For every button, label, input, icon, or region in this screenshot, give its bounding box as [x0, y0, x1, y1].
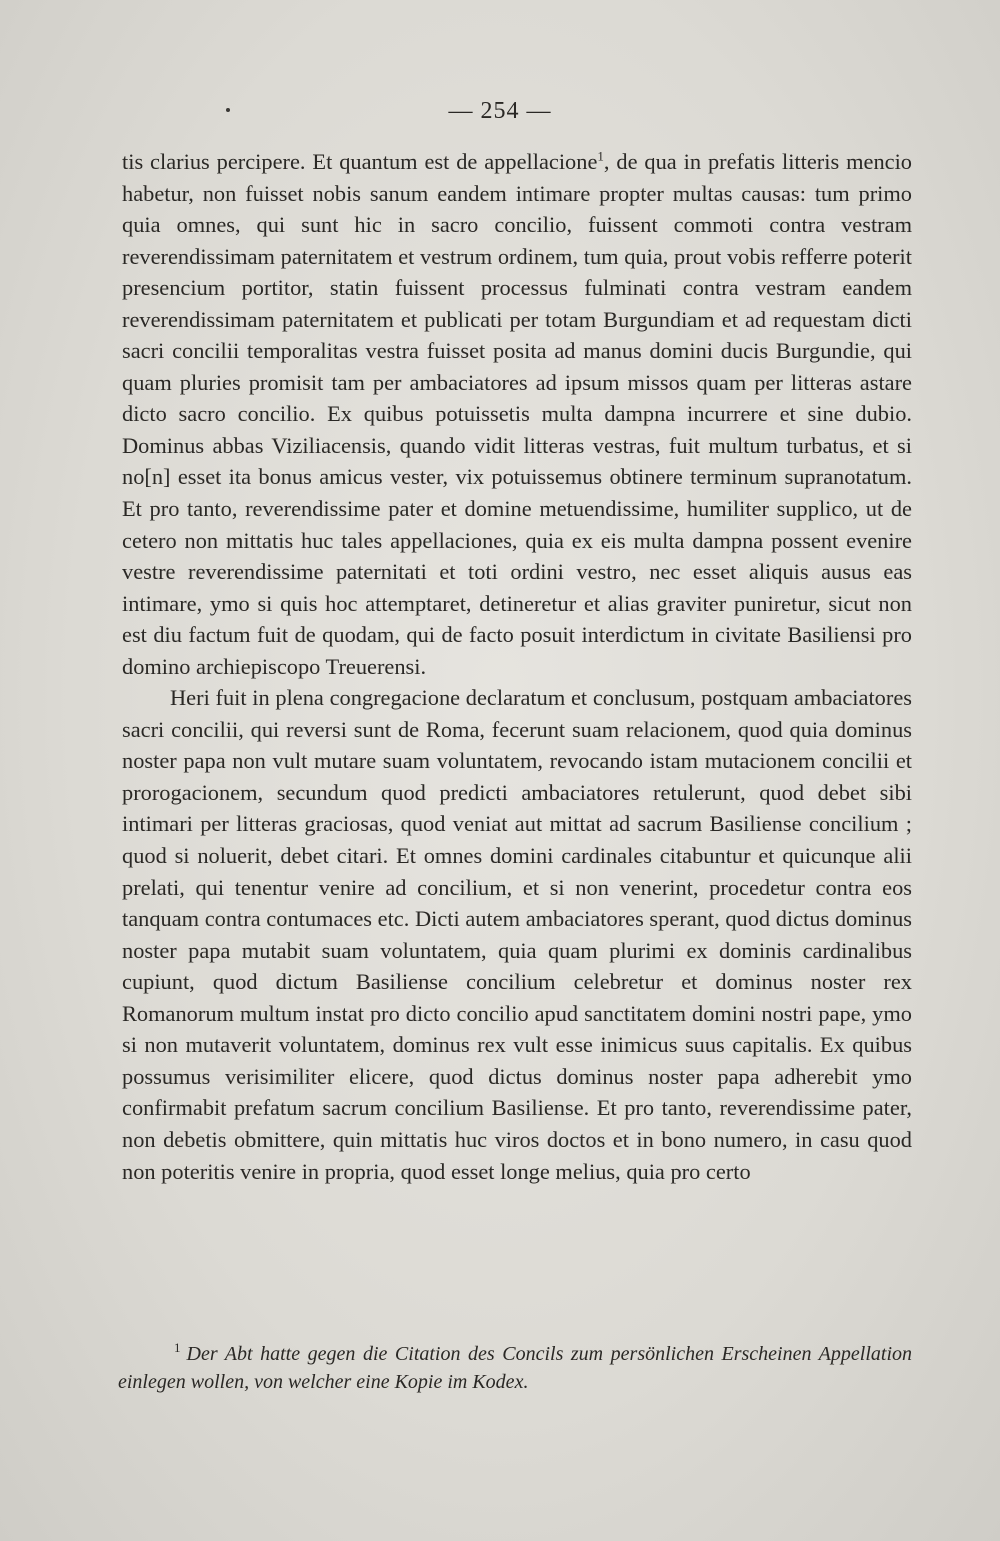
- paragraph-1-text-b: , de qua in prefatis litteris mencio habetur, non fuisset nobis sanum eandem intimare propter multas causas: tum primo quia omnes, qui sunt hic in sacro concilio, fuissent commoti contra vestram reverendissimam paternitatem et vestrum ordinem, tum quia, prout vobis refferre poterit presencium portitor, statin fuissent processus fulminati contra vestram eandem reverendissimam paternitatem et publicati per totam Burgundiam et ad requestam dicti sacri concilii temporalitas vestra fuisset posita ad manus domini ducis Burgundie, qui quam pluries promisit tam per ambaciatores ad ipsum missos quam per litteras astare dicto sacro concilio. Ex quibus potuissetis multa dampna incurrere et sine dubio. Dominus abbas Viziliacensis, quando vidit litteras vestras, fuit multum turbatus, et si no[n] esset ita bonus amicus vester, vix potuissemus obtinere terminum supranotatum. Et pro tanto, reverendissime pater et domine metuendissime, humiliter supplico, ut de cetero non mittatis huc tales appellaciones, quia ex eis multa dampna possent evenire vestre reverendissime paternitati et toti ordini vestro, nec esset aliquis ausus eas intimare, ymo si quis hoc attemptaret, detineretur et alias graviter puniretur, sicut non est diu factum fuit de quodam, qui de facto posuit interdictum in civitate Basiliensi pro domino archiepiscopo Treuerensi.: [122, 149, 912, 679]
- paragraph-1: [122, 146, 912, 682]
- footnote-1: [118, 1340, 912, 1396]
- paragraph-2: Heri fuit in plena congregacione declaratum et conclusum, postquam ambaciatores sacri concilii, qui reversi sunt de Roma, fecerunt suam relacionem, quod quia dominus noster papa non vult mutare suam voluntatem, revocando istam mutacionem concilii et prorogacionem, secundum quod predicti ambaciatores retulerunt, quod debet sibi intimari per litteras graciosas, quod veniat aut mittat ad sacrum Basiliense concilium ; quod si noluerit, debet citari. Et omnes domini cardinales citabuntur et quicunque alii prelati, qui tenentur venire ad concilium, et si non venerint, procedetur contra eos tanquam contra contumaces etc. Dicti autem ambaciatores sperant, quod dictus dominus noster papa mutabit suam voluntatem, quia quam plurimi ex dominis cardinalibus cupiunt, quod dictum Basiliense concilium celebretur et dominus noster rex Romanorum multum instat pro dicto concilio apud sanctitatem domini nostri pape, ymo si non mutaverit voluntatem, dominus rex vult esse inimicus suus capitalis. Ex quibus possumus verisimiliter elicere, quod dictus dominus noster papa adherebit ymo confirmabit prefatum sacrum concilium Basiliense. Et pro tanto, reverendissime pater, non debetis obmittere, quin mittatis huc viros doctos et in bono numero, in casu quod non poteritis venire in propria, quod esset longe melius, quia pro certo: [122, 685, 912, 1184]
- footnote-mark: 1: [174, 1340, 181, 1356]
- page-number: — 254 —: [448, 98, 552, 124]
- footnote-text: Der Abt hatte gegen die Citation des Concils zum persönlichen Erscheinen Appellation einlegen wollen, von welcher eine Kopie im Kodex.: [118, 1343, 912, 1393]
- footnotes: [118, 1340, 912, 1396]
- footnote-reference: 1: [597, 148, 604, 164]
- paragraph-1-text-a: tis clarius percipere. Et quantum est de appellacione: [122, 149, 598, 174]
- body-text: [122, 146, 912, 1187]
